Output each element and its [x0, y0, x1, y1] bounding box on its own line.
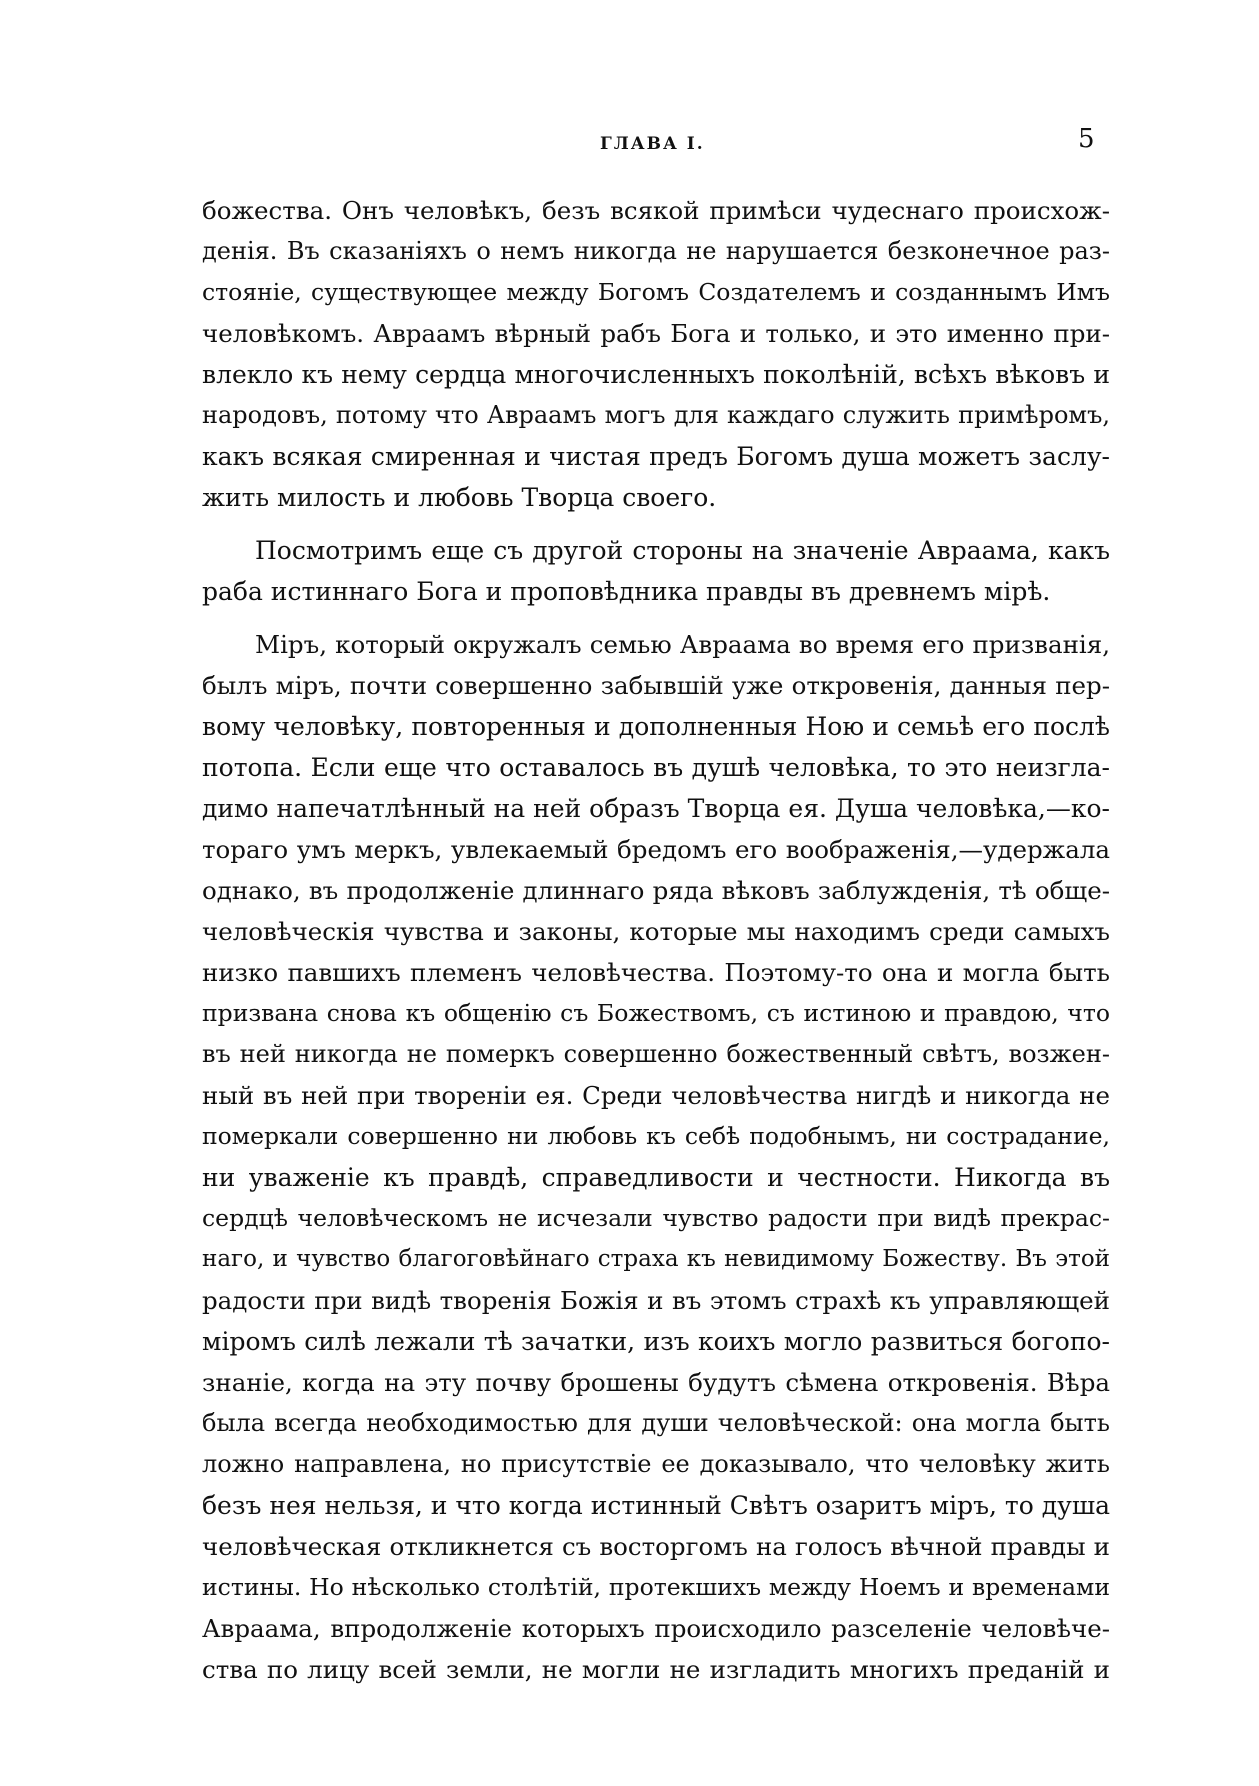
text-line: денія. Въ сказаніяхъ о немъ никогда не нарушается безконечное раз- — [202, 237, 1110, 265]
text-line: стояніе, существующее между Богомъ Создателемъ и созданнымъ Имъ — [202, 278, 1110, 306]
text-line: наго, и чувство благоговѣйнаго страха къ невидимому Божеству. Въ этой — [202, 1246, 1110, 1272]
text-line: знаніе, когда на эту почву брошены будутъ сѣмена откровенія. Вѣра — [202, 1368, 1110, 1397]
text-line: была всегда необходимостью для души человѣческой: она могла быть — [202, 1409, 1110, 1437]
text-line: вому человѣку, повторенныя и дополненныя Ною и семьѣ его послѣ — [202, 712, 1110, 741]
text-line: Міръ, который окружалъ семью Авраама во время его призванія, — [255, 630, 1110, 659]
text-line: народовъ, потому что Авраамъ могъ для каждаго служить примѣромъ, — [202, 401, 1110, 429]
text-line: истины. Но нѣсколько столѣтій, протекшихъ между Ноемъ и временами — [202, 1573, 1110, 1601]
text-line: ложно направлена, но присутствіе ее доказывало, что человѣку жить — [202, 1450, 1110, 1478]
text-line: божества. Онъ человѣкъ, безъ всякой примѣси чудеснаго происхож- — [202, 196, 1110, 225]
text-line: радости при видѣ творенія Божія и въ этомъ страхѣ къ управляющей — [202, 1286, 1110, 1315]
text-line: ный въ ней при твореніи ея. Среди человѣчества нигдѣ и никогда не — [202, 1081, 1110, 1110]
paragraph-gap — [202, 518, 1110, 530]
page-number: 5 — [1078, 124, 1095, 154]
text-line: призвана снова къ общенію съ Божествомъ, съ истиною и правдою, что — [202, 999, 1110, 1027]
running-head: ГЛАВА I. — [600, 134, 705, 154]
text-line: влекло къ нему сердца многочисленныхъ поколѣній, всѣхъ вѣковъ и — [202, 360, 1110, 389]
text-line: тораго умъ меркъ, увлекаемый бредомъ его воображенія,—удержала — [202, 835, 1110, 864]
text-line: раба истиннаго Бога и проповѣдника правды въ древнемъ мірѣ. — [202, 577, 1051, 606]
text-line: міромъ силѣ лежали тѣ зачатки, изъ коихъ могло развиться богопо- — [202, 1327, 1110, 1356]
text-line: Посмотримъ еще съ другой стороны на значеніе Авраама, какъ — [255, 536, 1110, 565]
text-line: ни уваженіе къ правдѣ, справедливости и честности. Никогда въ — [202, 1163, 1110, 1192]
text-line: жить милость и любовь Творца своего. — [202, 483, 717, 512]
text-line: сердцѣ человѣческомъ не исчезали чувство радости при видѣ прекрас- — [202, 1204, 1110, 1232]
text-line: человѣческая откликнется съ восторгомъ на голосъ вѣчной правды и — [202, 1532, 1110, 1561]
text-line: Авраама, впродолженіе которыхъ происходило разселеніе человѣче- — [202, 1614, 1110, 1643]
text-line: димо напечатлѣнный на ней образъ Творца ея. Душа человѣка,—ко- — [202, 794, 1110, 823]
paragraph-2 — [202, 530, 1110, 612]
text-line: однако, въ продолженіе длиннаго ряда вѣковъ заблужденія, тѣ обще- — [202, 876, 1110, 905]
text-line: человѣческія чувства и законы, которые мы находимъ среди самыхъ — [202, 917, 1110, 946]
text-line: потопа. Если еще что оставалось въ душѣ человѣка, то это неизгла- — [202, 753, 1110, 782]
text-line: человѣкомъ. Авраамъ вѣрный рабъ Бога и только, и это именно при- — [202, 319, 1110, 348]
paragraph-3 — [202, 624, 1110, 1690]
text-line: былъ міръ, почти совершенно забывшій уже откровенія, данныя пер- — [202, 671, 1110, 700]
text-line: померкали совершенно ни любовь къ себѣ подобнымъ, ни сострадание, — [202, 1122, 1110, 1150]
body-text — [202, 190, 1110, 1690]
text-line: какъ всякая смиренная и чистая предъ Богомъ душа можетъ заслу- — [202, 442, 1110, 471]
paragraph-1 — [202, 190, 1110, 518]
text-line: ства по лицу всей земли, не могли не изгладить многихъ преданій и — [202, 1655, 1110, 1684]
text-line: въ ней никогда не померкъ совершенно божественный свѣтъ, возжен- — [202, 1040, 1110, 1068]
paragraph-gap — [202, 612, 1110, 624]
text-line: низко павшихъ племенъ человѣчества. Поэтому-то она и могла быть — [202, 958, 1110, 987]
text-line: безъ нея нельзя, и что когда истинный Свѣтъ озаритъ міръ, то душа — [202, 1491, 1110, 1520]
